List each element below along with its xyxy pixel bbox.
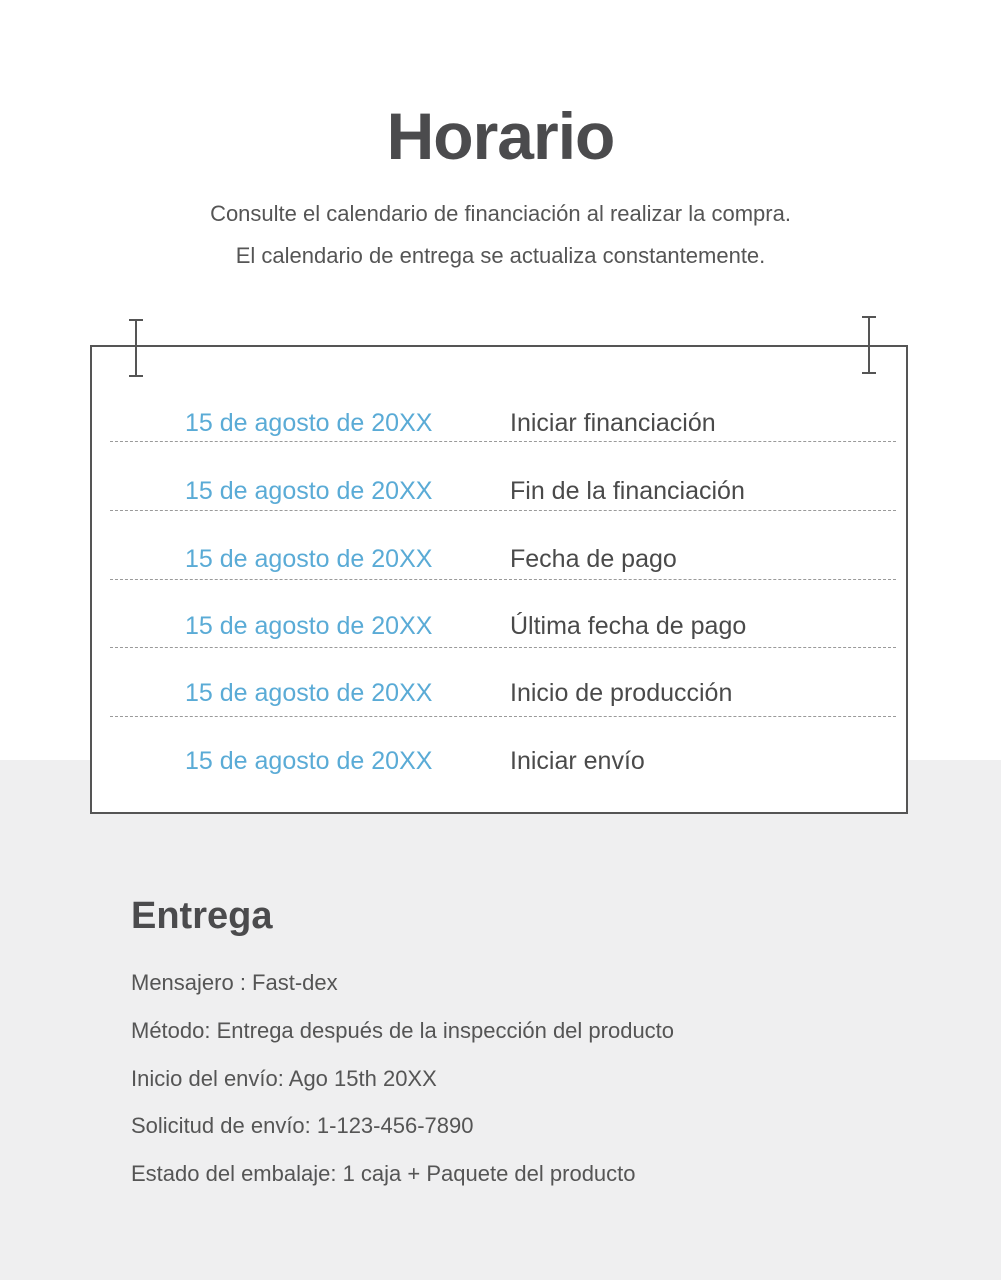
- schedule-date: 15 de agosto de 20XX: [185, 477, 433, 505]
- schedule-row: [110, 525, 896, 593]
- schedule-event: Fin de la financiación: [510, 477, 745, 505]
- schedule-row: [110, 592, 896, 660]
- schedule-row: [110, 457, 896, 525]
- row-divider: [110, 647, 896, 648]
- schedule-event: Inicio de producción: [510, 679, 733, 707]
- row-divider: [110, 510, 896, 511]
- row-divider: [110, 441, 896, 442]
- schedule-date: 15 de agosto de 20XX: [185, 747, 433, 775]
- hanger-pin-icon: [129, 319, 143, 377]
- delivery-title: Entrega: [131, 895, 273, 937]
- schedule-date: 15 de agosto de 20XX: [185, 545, 433, 573]
- schedule-date: 15 de agosto de 20XX: [185, 612, 433, 640]
- subtitle-line-1: Consulte el calendario de financiación al realizar la compra.: [210, 201, 791, 226]
- schedule-event: Fecha de pago: [510, 545, 677, 573]
- subtitle-line-2: El calendario de entrega se actualiza constantemente.: [235, 243, 766, 268]
- schedule-event: Iniciar envío: [510, 747, 645, 775]
- row-divider: [110, 579, 896, 580]
- schedule-event: Última fecha de pago: [510, 612, 747, 640]
- row-divider: [110, 716, 896, 717]
- hanger-pin-icon: [862, 316, 876, 374]
- schedule-date: 15 de agosto de 20XX: [185, 679, 433, 707]
- shipping-request-text: Solicitud de envío: 1-123-456-7890: [131, 1113, 474, 1138]
- courier-text: Mensajero : Fast-dex: [131, 970, 338, 995]
- method-text: Método: Entrega después de la inspección del producto: [131, 1018, 675, 1043]
- page-title: Horario: [386, 99, 615, 173]
- packaging-text: Estado del embalaje: 1 caja + Paquete del producto: [131, 1161, 636, 1186]
- shipping-start-text: Inicio del envío: Ago 15th 20XX: [131, 1066, 437, 1091]
- schedule-date: 15 de agosto de 20XX: [185, 409, 433, 437]
- schedule-row: [110, 727, 896, 795]
- schedule-row: [110, 389, 896, 457]
- schedule-card: [90, 345, 908, 814]
- schedule-event: Iniciar financiación: [510, 409, 716, 437]
